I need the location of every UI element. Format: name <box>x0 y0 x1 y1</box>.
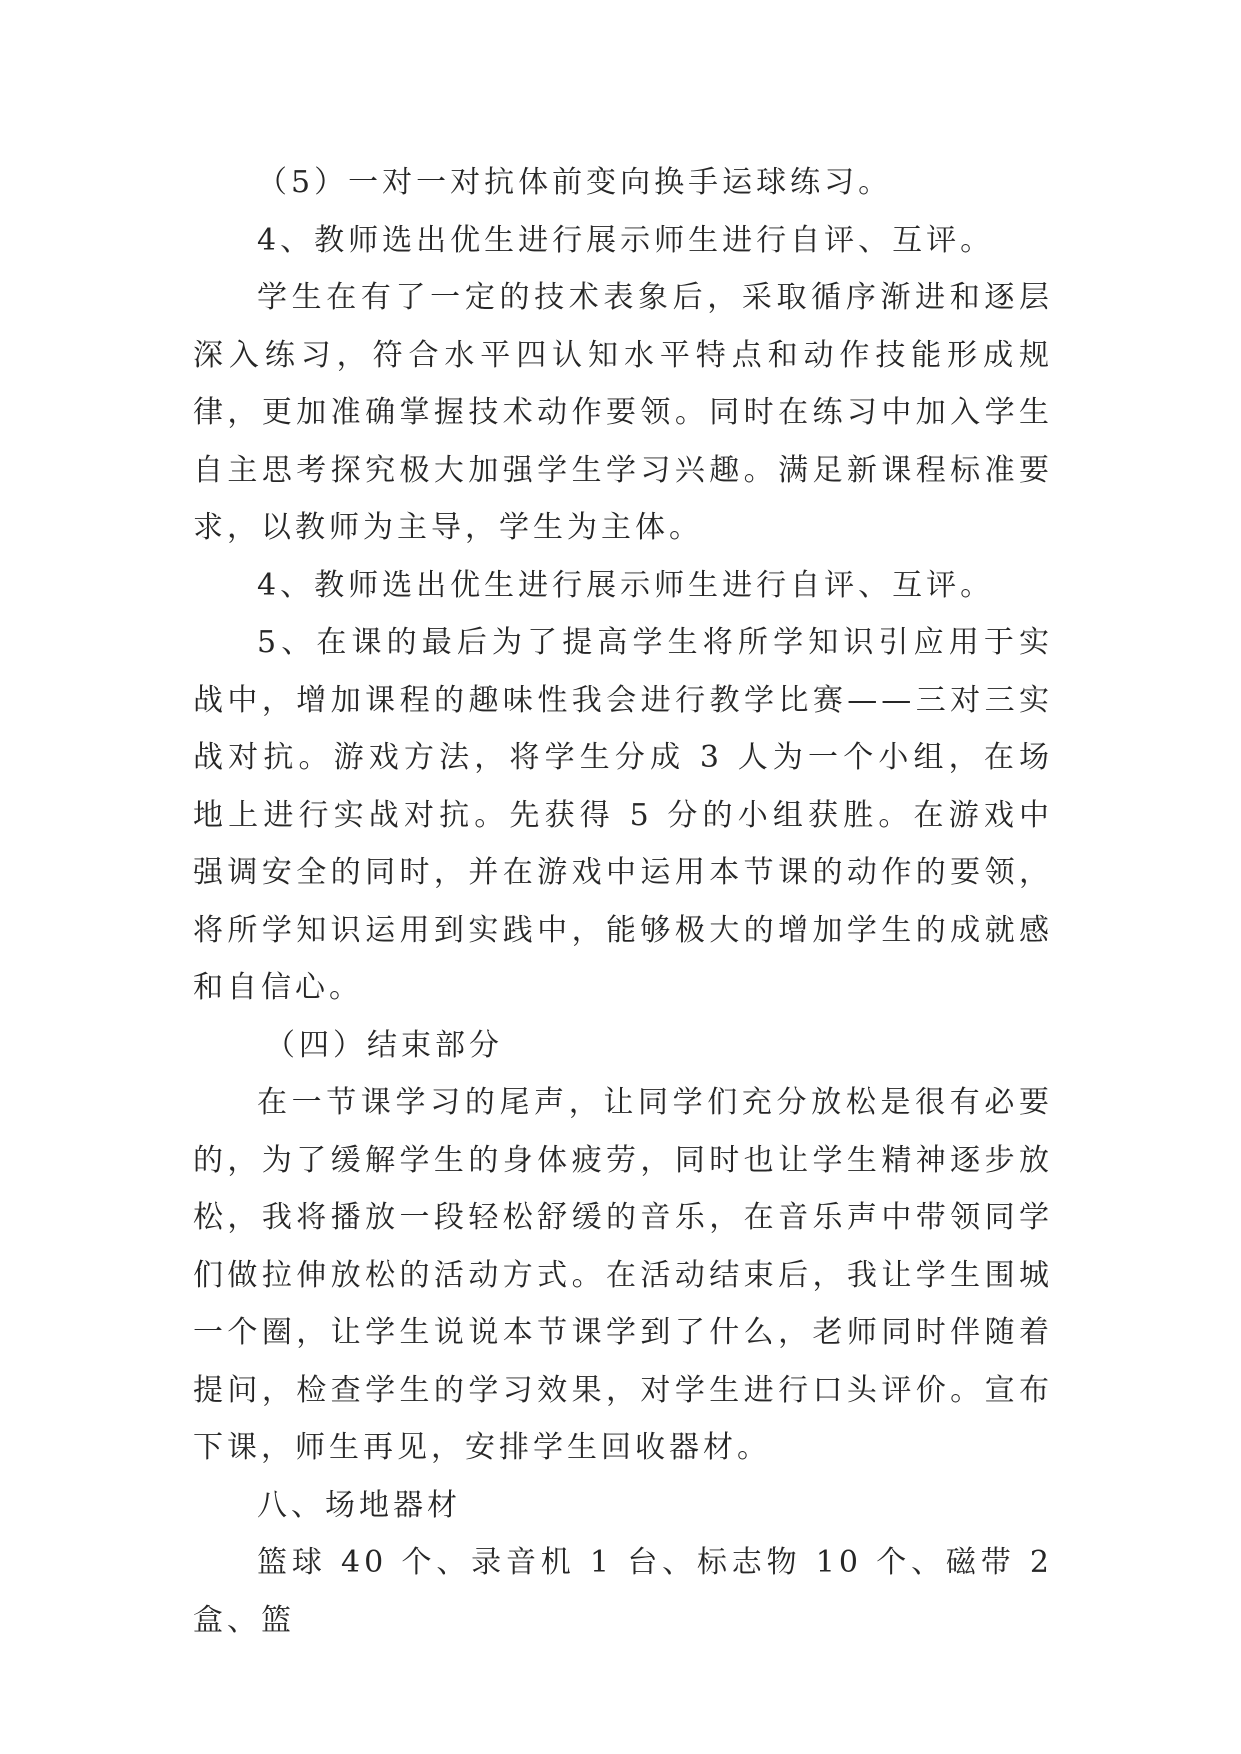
paragraph-drill-item-5: （5）一对一对抗体前变向换手运球练习。 <box>257 165 893 200</box>
section-heading-closing: （四）结束部分 <box>265 1027 503 1063</box>
paragraph-match-game: 5、在课的最后为了提高学生将所学知识引应用于实战中，增加课程的趣味性我会进行教学比赛——三对三实战对抗。游戏方法，将学生分成 3 人为一个小组，在场地上进行实战对抗。先获得 5 分的小组获胜。在游戏中强调安全的同时，并在游戏中运用本节课的动作的要领，将所学知识运用到实践中，能够极大的增加学生的成就感和自信心。 <box>193 625 1053 1005</box>
document-body <box>193 154 1053 1649</box>
paragraph-cooldown: 在一节课学习的尾声，让同学们充分放松是很有必要的，为了缓解学生的身体疲劳，同时也让学生精神逐步放松，我将播放一段轻松舒缓的音乐，在音乐声中带领同学们做拉伸放松的活动方式。在活动结束后，我让学生围城一个圈，让学生说说本节课学到了什么，老师同时伴随着提问，检查学生的学习效果，对学生进行口头评价。宣布下课，师生再见，安排学生回收器材。 <box>193 1085 1053 1465</box>
paragraph-equipment-list: 篮球 40 个、录音机 1 台、标志物 10 个、磁带 2 盒、篮 <box>193 1545 1053 1638</box>
section-heading-equipment: 八、场地器材 <box>257 1487 461 1523</box>
paragraph-teacher-showcase: 4、教师选出优生进行展示师生进行自评、互评。 <box>257 222 995 258</box>
paragraph-practice-rationale: 学生在有了一定的技术表象后，采取循序渐进和逐层深入练习，符合水平四认知水平特点和动作技能形成规律，更加准确掌握技术动作要领。同时在练习中加入学生自主思考探究极大加强学生学习兴趣。满足新课程标准要求，以教师为主导，学生为主体。 <box>193 280 1053 545</box>
paragraph-teacher-showcase-repeat: 4、教师选出优生进行展示师生进行自评、互评。 <box>257 567 995 603</box>
